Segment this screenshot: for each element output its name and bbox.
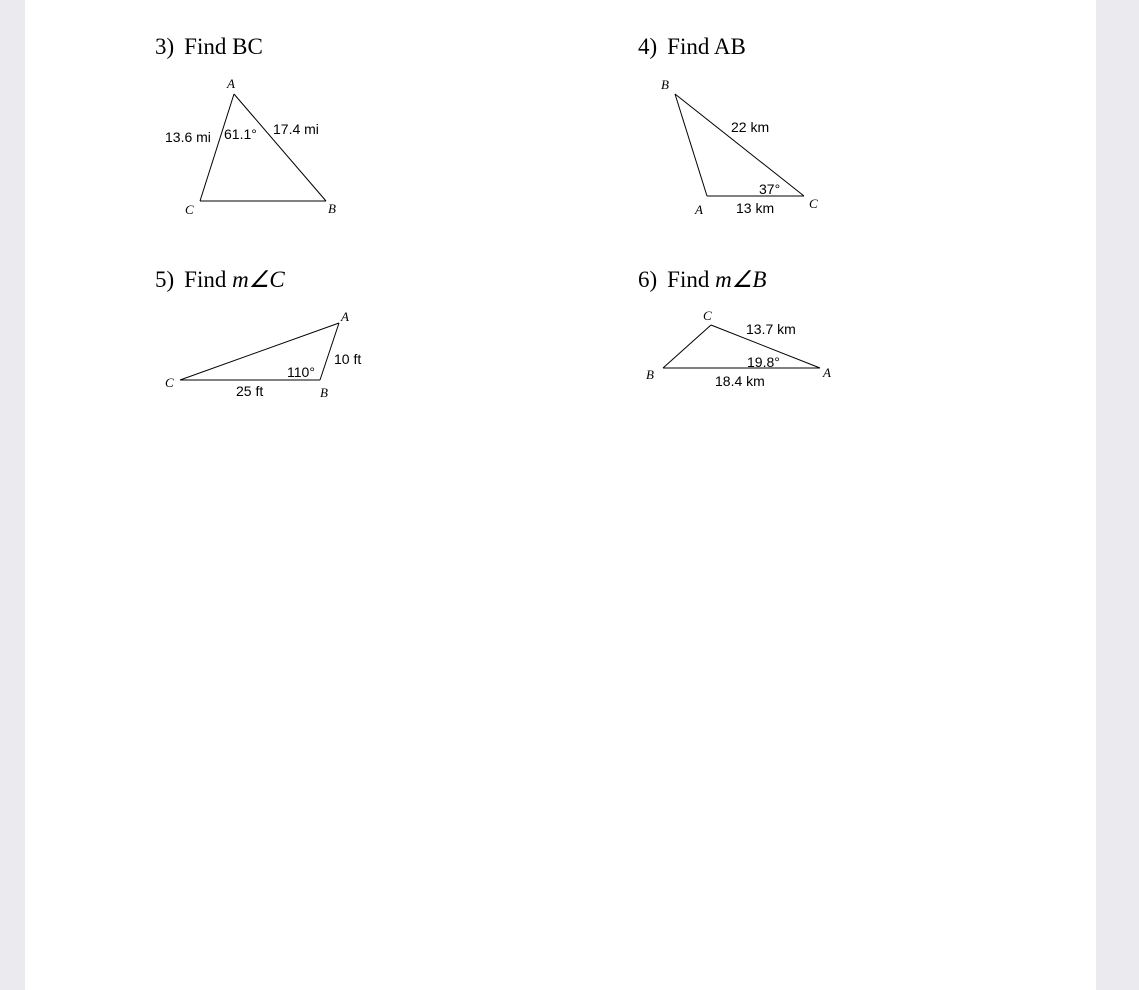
- angle-c-measure: 37°: [759, 181, 781, 197]
- problem-4-prompt: Find AB: [667, 34, 746, 59]
- problem-5-number: 5): [155, 267, 175, 292]
- vertex-c-label: C: [185, 202, 194, 217]
- vertex-a-label: A: [695, 202, 703, 217]
- problem-4-number: 4): [638, 34, 658, 59]
- vertex-c-label: C: [165, 375, 174, 390]
- problem-3-prompt: Find BC: [184, 34, 263, 59]
- problem-6-prompt-text: Find: [667, 267, 716, 292]
- vertex-b-label: B: [646, 367, 654, 382]
- problem-6-prompt-angle: ∠B: [731, 267, 767, 292]
- problem-5-prompt-text: Find: [184, 267, 233, 292]
- side-ab-measure: 10 ft: [334, 351, 362, 367]
- side-bc-measure: 22 km: [731, 119, 770, 135]
- side-ba-measure: 18.4 km: [715, 373, 765, 389]
- angle-b-measure: 110°: [287, 364, 315, 380]
- problem-5-prompt-m: m: [232, 267, 249, 292]
- side-ca-measure: 13.7 km: [746, 321, 796, 337]
- vertex-a-label: A: [823, 365, 831, 380]
- angle-a-measure: 19.8°: [747, 354, 780, 370]
- vertex-a-label: A: [227, 76, 235, 91]
- vertex-c-label: C: [703, 308, 712, 323]
- angle-a-measure: 61.1°: [224, 126, 257, 142]
- worksheet-page: [25, 0, 1096, 990]
- vertex-b-label: B: [320, 385, 328, 400]
- problem-6-triangle-figure: [25, 0, 1096, 990]
- problem-5-prompt-angle: ∠C: [248, 267, 285, 292]
- side-ca-measure: 13.6 mi: [165, 129, 211, 145]
- side-ab-measure: 17.4 mi: [273, 121, 319, 137]
- vertex-a-label: A: [341, 309, 349, 324]
- side-cb-measure: 25 ft: [236, 383, 264, 399]
- problem-6-prompt-m: m: [715, 267, 732, 292]
- side-bc-line: [663, 325, 711, 368]
- vertex-c-label: C: [809, 196, 818, 211]
- vertex-b-label: B: [328, 201, 336, 216]
- problem-3-number: 3): [155, 34, 175, 59]
- problem-6-number: 6): [638, 267, 658, 292]
- vertex-b-label: B: [661, 77, 669, 92]
- side-ac-measure: 13 km: [736, 200, 775, 216]
